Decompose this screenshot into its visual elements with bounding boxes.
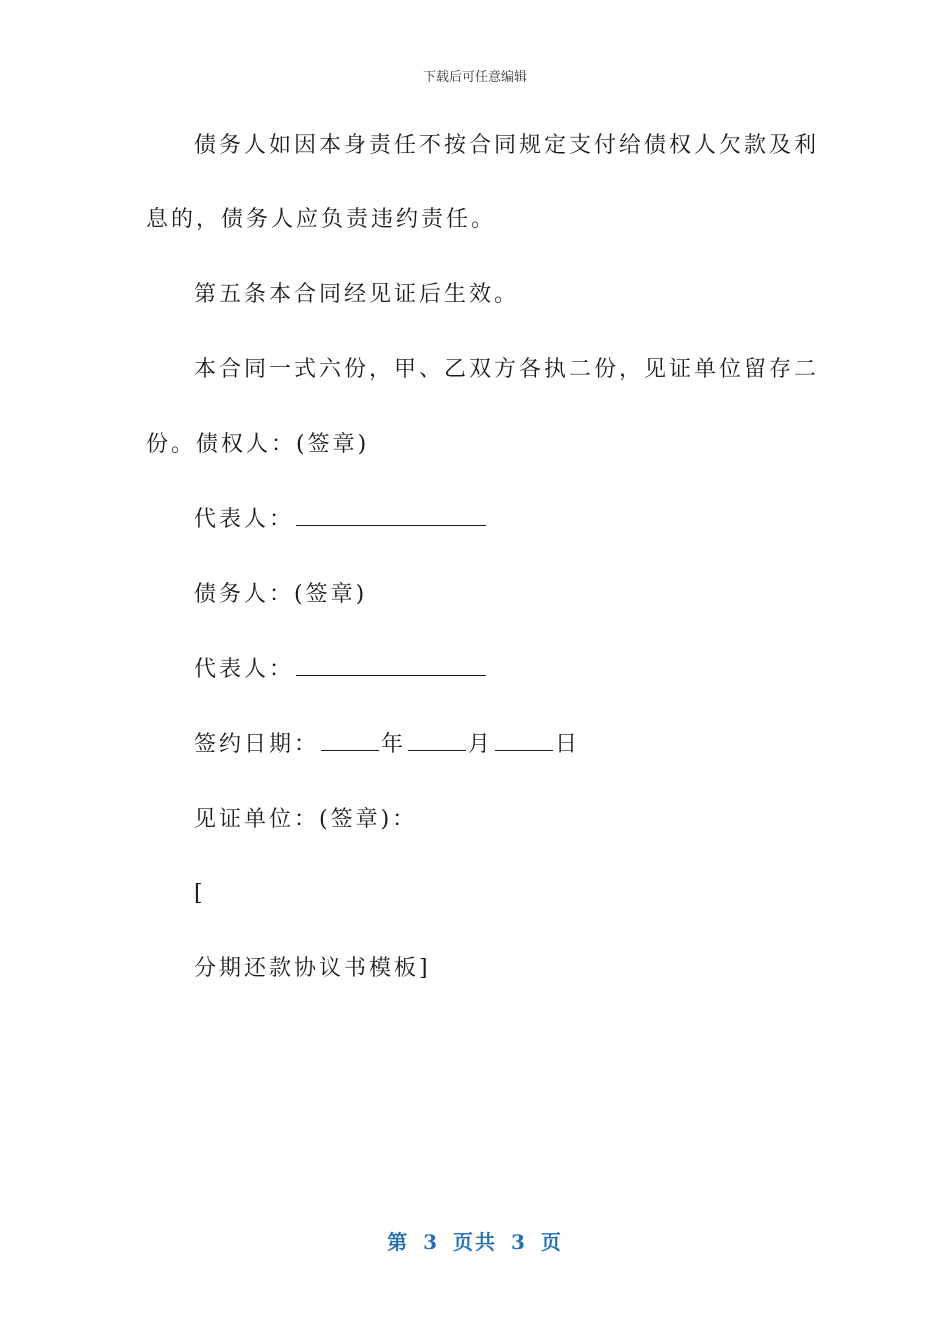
day-blank [495,730,553,751]
bracket-open: [ [194,881,206,906]
article-five: 第五条本合同经见证后生效。 [194,282,520,307]
representative-blank [296,655,486,676]
header-note: 下载后可任意编辑 [422,70,527,85]
representative-blank [296,505,486,526]
signing-date-line [194,730,580,760]
footer-middle: 页共 [453,1230,497,1254]
day-label: 日 [555,732,581,757]
month-label: 月 [468,732,494,757]
footer-suffix: 页 [540,1230,563,1254]
paragraph-line: 债务人如因本身责任不按合同规定支付给债权人欠款及利 [194,133,820,158]
representative-label: 代表人： [194,507,295,532]
footer-prefix: 第 [387,1230,410,1254]
witness-signature-line: 见证单位：(签章)： [194,807,418,832]
total-pages-number: 3 [511,1230,527,1254]
representative-label: 代表人： [194,657,295,682]
page-footer [0,1226,950,1255]
year-label: 年 [381,732,407,757]
debtor-representative-line [194,655,486,685]
current-page-number: 3 [423,1230,439,1254]
debtor-signature-line: 债务人：(签章) [194,582,368,607]
creditor-signature-line: 份。债权人：(签章) [146,432,370,457]
template-title: 分期还款协议书模板] [194,956,431,981]
year-blank [321,730,379,751]
month-blank [408,730,466,751]
paragraph-line: 本合同一式六份，甲、乙双方各执二份，见证单位留存二 [194,357,820,382]
date-label: 签约日期： [194,732,320,757]
paragraph-line: 息的，债务人应负责违约责任。 [146,207,497,232]
creditor-representative-line [194,505,486,535]
